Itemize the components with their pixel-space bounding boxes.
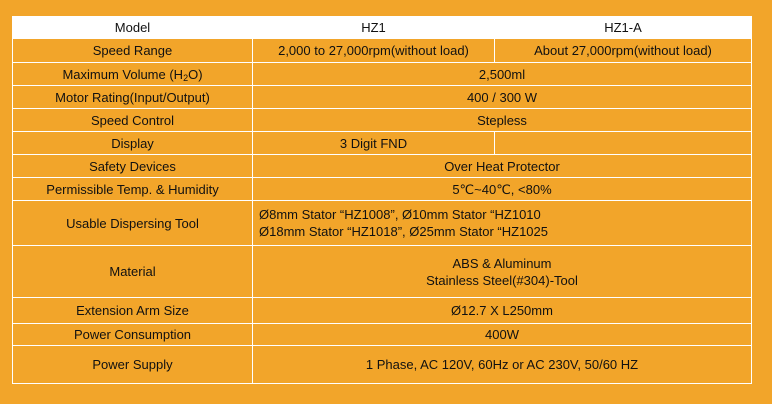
motor-rating-value: 400 / 300 W [253, 86, 752, 109]
safety-devices-label: Safety Devices [13, 155, 253, 178]
dispersing-tool-label: Usable Dispersing Tool [13, 201, 253, 246]
row-safety-devices [13, 155, 752, 178]
row-max-volume [13, 63, 752, 86]
header-hz1a: HZ1-A [495, 17, 752, 39]
power-consumption-value: 400W [253, 324, 752, 346]
speed-range-hz1: 2,000 to 27,000rpm(without load) [253, 39, 495, 63]
dispersing-tool-line-2: Ø18mm Stator “HZ1018”, Ø25mm Stator “HZ1025 [259, 224, 548, 239]
row-material [13, 246, 752, 298]
row-speed-control [13, 109, 752, 132]
material-line-1: ABS & Aluminum [452, 255, 552, 271]
safety-devices-value: Over Heat Protector [253, 155, 752, 178]
max-volume-label-sub: 2 [183, 72, 189, 83]
extension-arm-label: Extension Arm Size [13, 298, 253, 324]
motor-rating-label: Motor Rating(Input/Output) [13, 86, 253, 109]
display-hz1: 3 Digit FND [253, 132, 495, 155]
power-supply-value: 1 Phase, AC 120V, 60Hz or AC 230V, 50/60 HZ [253, 346, 752, 384]
temp-humidity-label: Permissible Temp. & Humidity [13, 178, 253, 201]
max-volume-value: 2,500ml [253, 63, 752, 86]
speed-control-label: Speed Control [13, 109, 253, 132]
material-value [253, 246, 752, 298]
speed-range-label: Speed Range [13, 39, 253, 63]
max-volume-label-post: O) [188, 66, 203, 82]
spec-table [12, 16, 752, 384]
speed-range-hz1a: About 27,000rpm(without load) [495, 39, 752, 63]
spec-table-container [12, 16, 751, 384]
power-supply-label: Power Supply [13, 346, 253, 384]
row-temp-humidity [13, 178, 752, 201]
header-hz1: HZ1 [253, 17, 495, 39]
max-volume-label [13, 63, 253, 86]
power-consumption-label: Power Consumption [13, 324, 253, 346]
material-line-2: Stainless Steel(#304)-Tool [426, 272, 578, 288]
row-speed-range [13, 39, 752, 63]
material-label: Material [13, 246, 253, 298]
max-volume-label-pre: Maximum Volume (H [62, 66, 184, 82]
display-hz1a [495, 132, 752, 155]
temp-humidity-value: 5℃~40℃, <80% [253, 178, 752, 201]
header-model: Model [13, 17, 253, 39]
row-motor-rating [13, 86, 752, 109]
dispersing-tool-value [253, 201, 752, 246]
row-extension-arm [13, 298, 752, 324]
row-power-consumption [13, 324, 752, 346]
row-dispersing-tool [13, 201, 752, 246]
speed-control-value: Stepless [253, 109, 752, 132]
row-power-supply [13, 346, 752, 384]
display-label: Display [13, 132, 253, 155]
header-row [13, 17, 752, 39]
dispersing-tool-line-1: Ø8mm Stator “HZ1008”, Ø10mm Stator “HZ1010 [259, 207, 541, 222]
row-display [13, 132, 752, 155]
extension-arm-value: Ø12.7 X L250mm [253, 298, 752, 324]
